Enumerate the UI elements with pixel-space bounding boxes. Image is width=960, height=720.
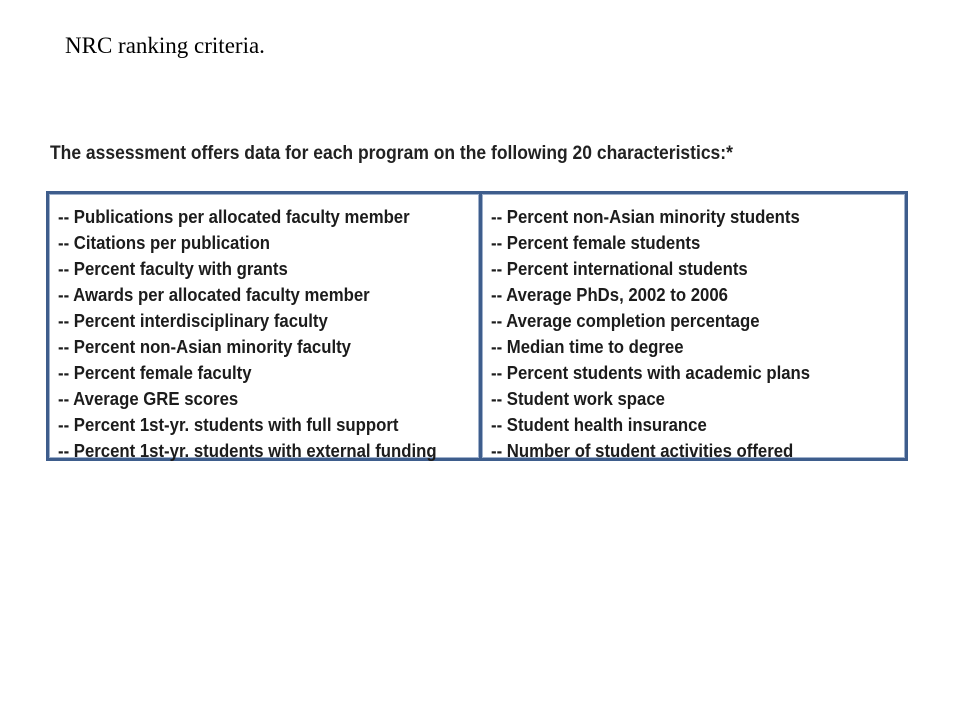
criteria-item: -- Percent female faculty: [58, 363, 252, 383]
criteria-item: -- Average GRE scores: [58, 389, 239, 409]
criteria-item: -- Average completion percentage: [491, 311, 760, 331]
criteria-item: -- Percent 1st-yr. students with full support: [58, 415, 399, 435]
criteria-item: -- Percent female students: [491, 233, 701, 253]
criteria-item: -- Average PhDs, 2002 to 2006: [491, 285, 728, 305]
criteria-item: -- Awards per allocated faculty member: [58, 285, 370, 305]
criteria-item: -- Citations per publication: [58, 233, 271, 253]
criteria-item: -- Median time to degree: [491, 337, 684, 357]
criteria-item: -- Publications per allocated faculty member: [58, 207, 410, 227]
criteria-item: -- Percent non-Asian minority faculty: [58, 337, 351, 357]
slide-title: NRC ranking criteria.: [65, 33, 265, 58]
intro-text: The assessment offers data for each program on the following 20 characteristics:*: [50, 143, 733, 164]
criteria-item: -- Percent 1st-yr. students with external funding: [58, 441, 437, 461]
criteria-table: [46, 191, 908, 461]
criteria-item: -- Percent faculty with grants: [58, 259, 288, 279]
criteria-item: -- Percent international students: [491, 259, 748, 279]
criteria-column-right: [482, 194, 905, 461]
criteria-item: -- Student health insurance: [491, 415, 707, 435]
criteria-item: -- Percent interdisciplinary faculty: [58, 311, 328, 331]
criteria-item: -- Student work space: [491, 389, 665, 409]
criteria-item: -- Percent students with academic plans: [491, 363, 811, 383]
criteria-item: -- Percent non-Asian minority students: [491, 207, 800, 227]
criteria-item: -- Number of student activities offered: [491, 441, 794, 461]
criteria-column-left: [49, 194, 479, 461]
